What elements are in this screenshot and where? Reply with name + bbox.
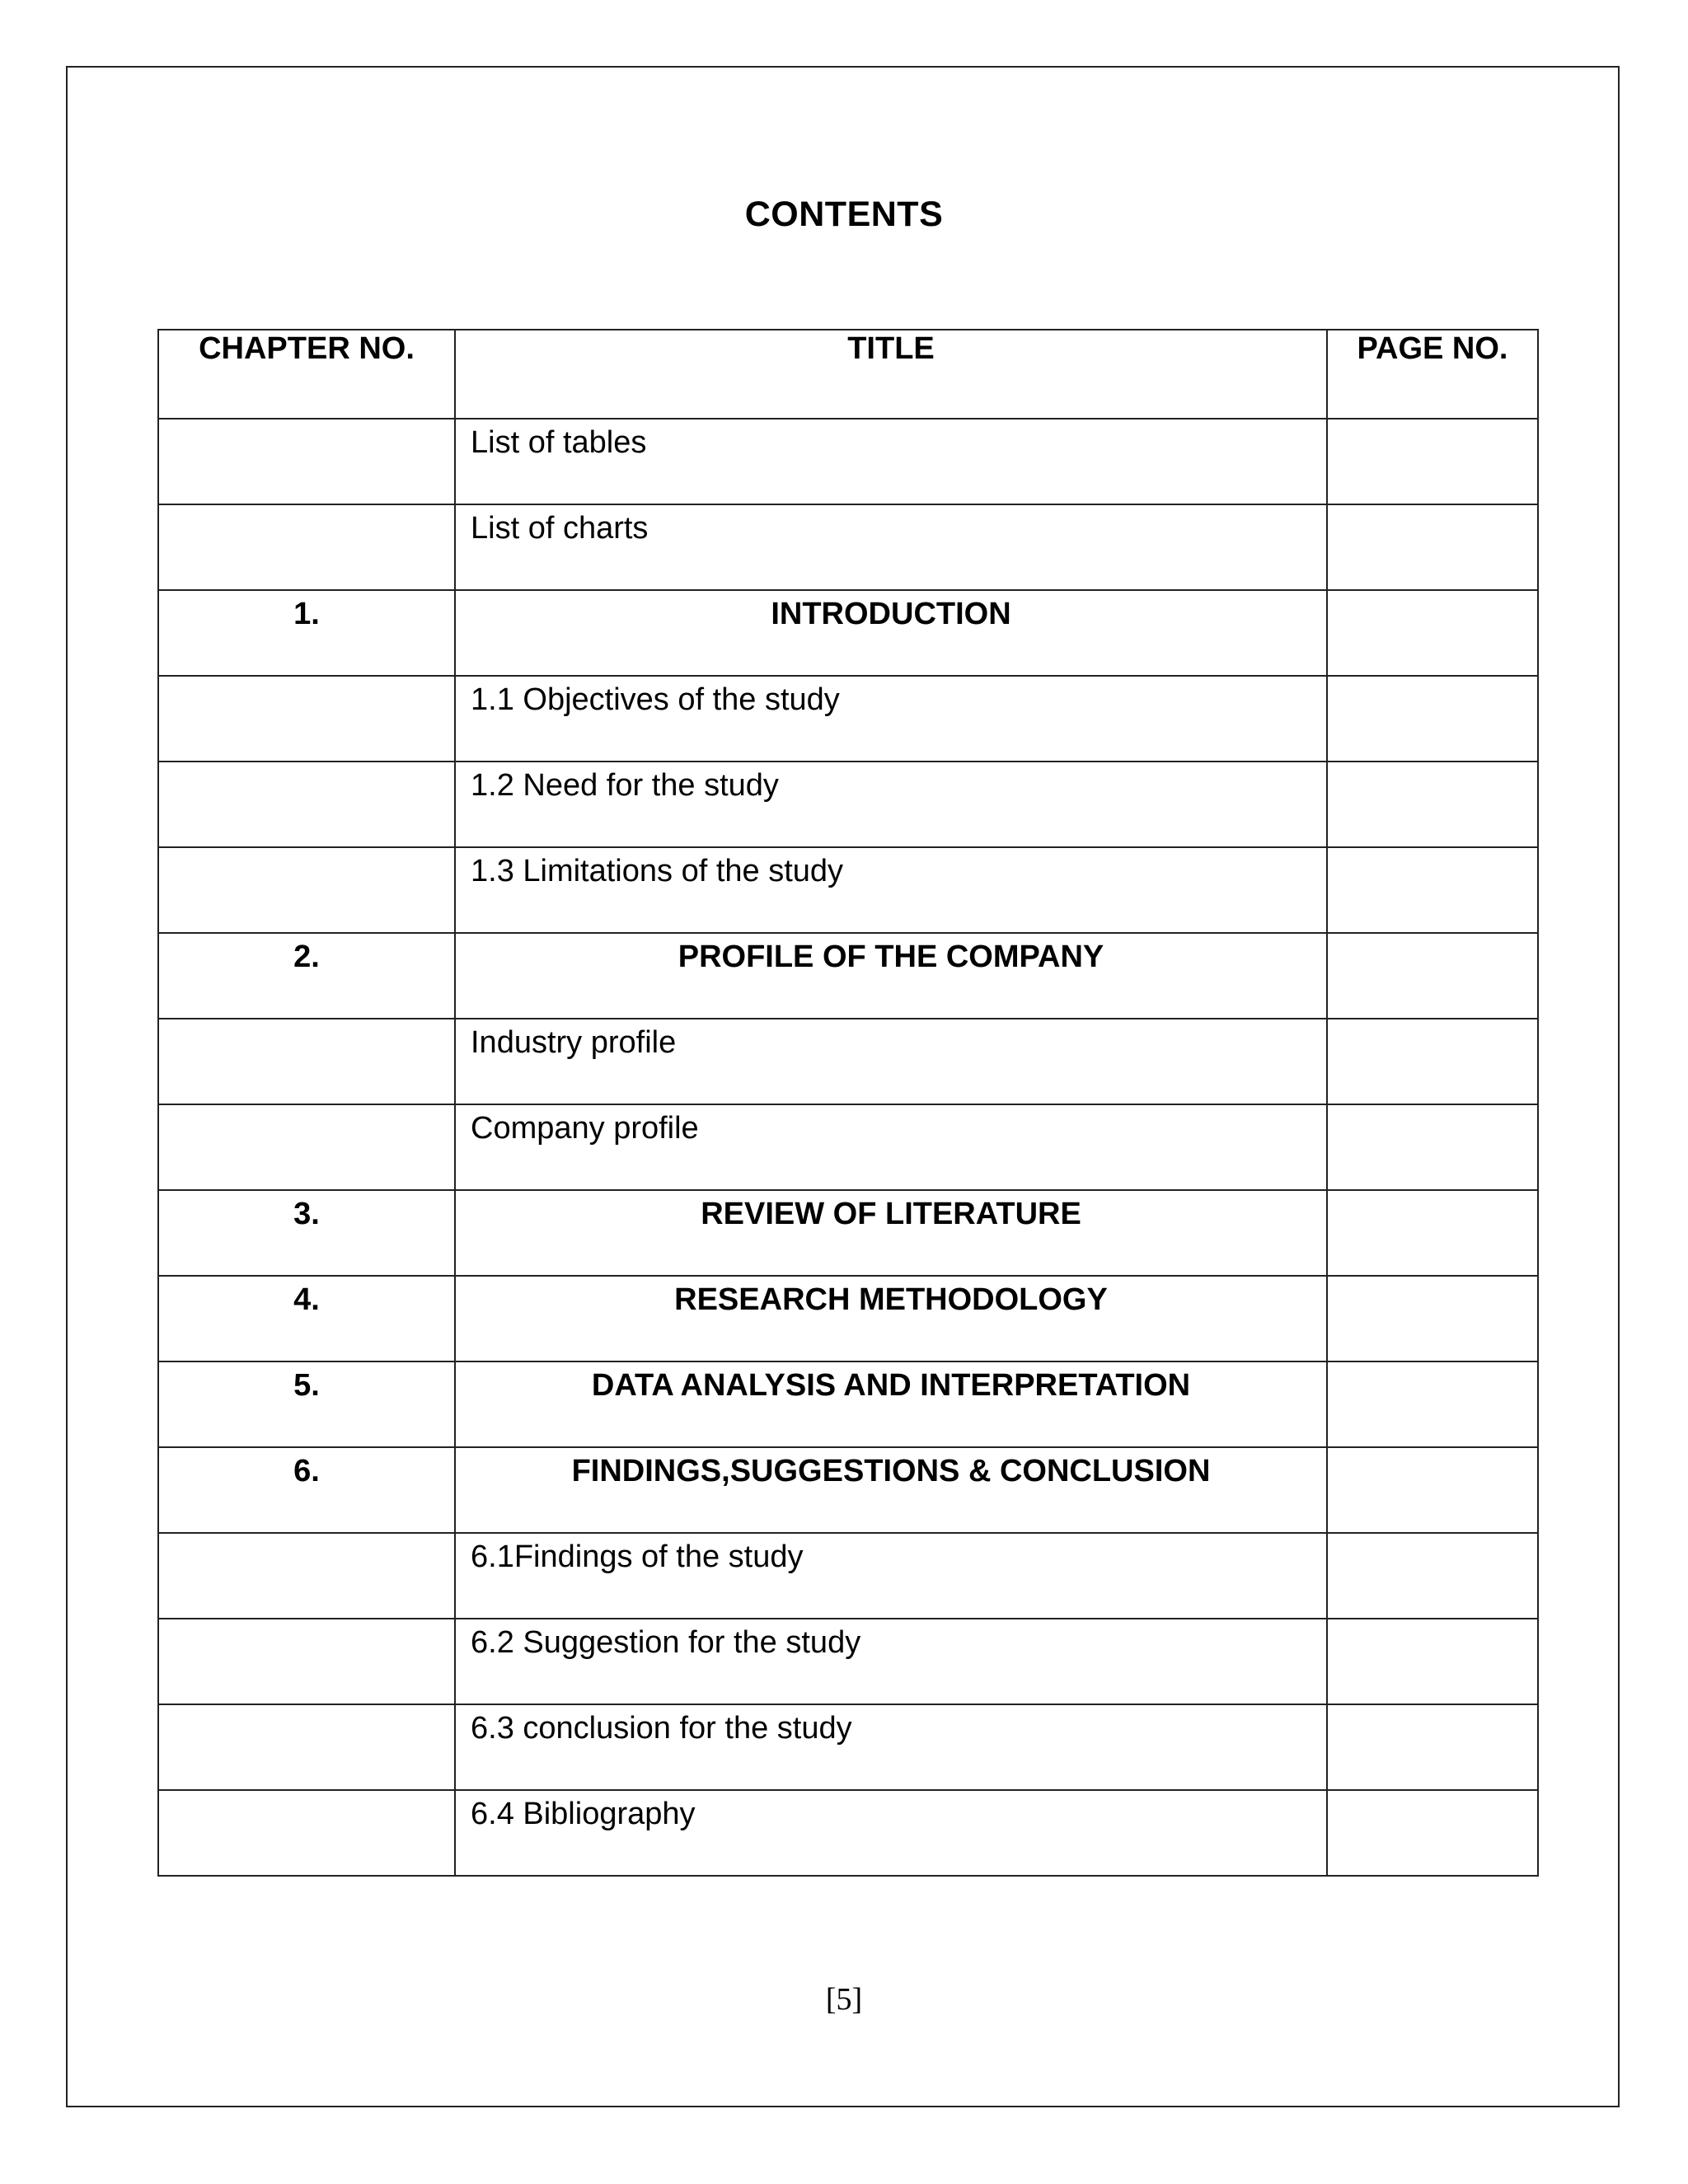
contents-table-body [158,419,1538,1876]
page-number-cell [1327,1361,1538,1447]
chapter-number-cell: 6. [158,1447,455,1533]
entry-title-cell: 1.3 Limitations of the study [455,847,1327,933]
chapter-number-cell: 4. [158,1276,455,1361]
chapter-number-cell [158,847,455,933]
header-title: TITLE [455,330,1327,419]
page-number-cell [1327,676,1538,762]
chapter-number-cell [158,1704,455,1790]
chapter-number-cell: 1. [158,590,455,676]
entry-title-cell: 6.4 Bibliography [455,1790,1327,1876]
chapter-number-cell: 5. [158,1361,455,1447]
page-number-cell [1327,933,1538,1019]
header-page-no: PAGE NO. [1327,330,1538,419]
table-row [158,762,1538,847]
page-number-cell [1327,762,1538,847]
chapter-number-cell [158,419,455,504]
chapter-number-cell [158,504,455,590]
chapter-row [158,1447,1538,1533]
chapter-row [158,590,1538,676]
page-number-cell [1327,1533,1538,1619]
table-row [158,1533,1538,1619]
page-number-cell [1327,504,1538,590]
entry-title-cell: 1.2 Need for the study [455,762,1327,847]
chapter-row [158,933,1538,1019]
entry-title-cell: List of tables [455,419,1327,504]
chapter-row [158,1190,1538,1276]
chapter-number-cell [158,676,455,762]
chapter-number-cell [158,762,455,847]
entry-title-cell: Industry profile [455,1019,1327,1104]
chapter-number-cell: 3. [158,1190,455,1276]
chapter-row [158,1361,1538,1447]
page-number-cell [1327,1019,1538,1104]
page-number-cell [1327,1104,1538,1190]
page-number-cell [1327,847,1538,933]
chapter-number-cell [158,1104,455,1190]
chapter-title-cell: RESEARCH METHODOLOGY [455,1276,1327,1361]
chapter-number-cell [158,1019,455,1104]
page-number: [5] [825,1982,863,2017]
table-header-row [158,330,1538,419]
table-row [158,1104,1538,1190]
table-row [158,1619,1538,1704]
page-number-cell [1327,1790,1538,1876]
chapter-row [158,1276,1538,1361]
table-row [158,1704,1538,1790]
entry-title-cell: 6.1Findings of the study [455,1533,1327,1619]
chapter-number-cell: 2. [158,933,455,1019]
page-number-cell [1327,1190,1538,1276]
chapter-title-cell: INTRODUCTION [455,590,1327,676]
page-title: CONTENTS [744,194,944,234]
table-row [158,847,1538,933]
page-number-cell [1327,1704,1538,1790]
entry-title-cell: List of charts [455,504,1327,590]
contents-table [157,329,1539,1877]
page-number-cell [1327,590,1538,676]
entry-title-cell: Company profile [455,1104,1327,1190]
table-row [158,504,1538,590]
entry-title-cell: 6.3 conclusion for the study [455,1704,1327,1790]
chapter-title-cell: PROFILE OF THE COMPANY [455,933,1327,1019]
entry-title-cell: 1.1 Objectives of the study [455,676,1327,762]
chapter-title-cell: FINDINGS,SUGGESTIONS & CONCLUSION [455,1447,1327,1533]
entry-title-cell: 6.2 Suggestion for the study [455,1619,1327,1704]
chapter-title-cell: DATA ANALYSIS AND INTERPRETATION [455,1361,1327,1447]
table-row [158,676,1538,762]
chapter-number-cell [158,1790,455,1876]
table-row [158,1790,1538,1876]
page-number-cell [1327,1276,1538,1361]
page-number-cell [1327,419,1538,504]
header-chapter-no: CHAPTER NO. [158,330,455,419]
chapter-number-cell [158,1619,455,1704]
chapter-number-cell [158,1533,455,1619]
table-row [158,1019,1538,1104]
table-row [158,419,1538,504]
page-number-cell [1327,1447,1538,1533]
page-number-cell [1327,1619,1538,1704]
chapter-title-cell: REVIEW OF LITERATURE [455,1190,1327,1276]
